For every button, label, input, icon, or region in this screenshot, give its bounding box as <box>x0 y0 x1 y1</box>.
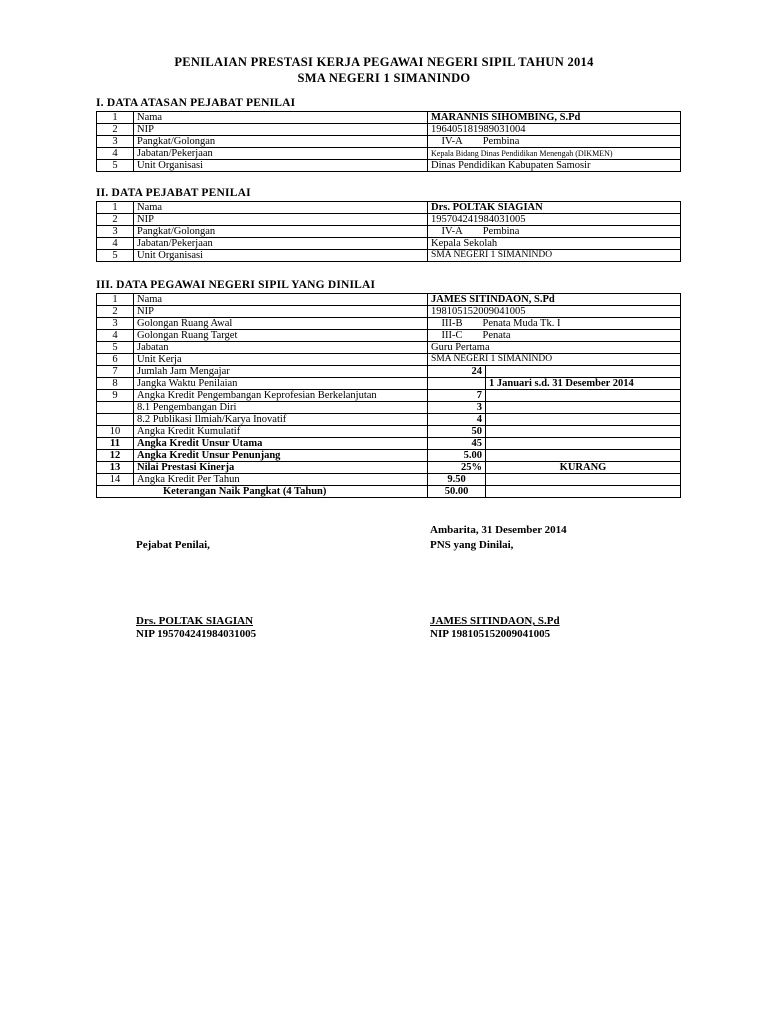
row-value-rank: Pembina <box>482 136 520 147</box>
row-label: Nama <box>134 112 428 124</box>
row-extra <box>486 366 681 378</box>
footer-value: 50.00 <box>428 486 486 498</box>
row-number: 11 <box>97 438 134 450</box>
right-signer-name: JAMES SITINDAON, S.Pd <box>430 615 560 627</box>
row-label: NIP <box>134 214 428 226</box>
row-label: Jabatan/Pekerjaan <box>134 148 428 160</box>
row-extra <box>486 450 681 462</box>
row-value: JAMES SITINDAON, S.Pd <box>428 294 681 306</box>
row-value <box>428 330 681 342</box>
row-number: 3 <box>97 226 134 238</box>
row-label: Jangka Waktu Penilaian <box>134 378 428 390</box>
row-value: Kepala Bidang Dinas Pendidikan Menengah (DIKMEN) <box>428 148 681 160</box>
row-extra <box>486 486 681 498</box>
table-row <box>97 450 681 462</box>
row-number: 3 <box>97 136 134 148</box>
table-row <box>97 366 681 378</box>
row-number: 14 <box>97 474 134 486</box>
row-value: 9.50 <box>428 474 486 486</box>
row-number: 2 <box>97 214 134 226</box>
row-extra <box>486 438 681 450</box>
row-number: 7 <box>97 366 134 378</box>
row-label: Angka Kredit Unsur Utama <box>134 438 428 450</box>
row-label: Nama <box>134 202 428 214</box>
row-extra <box>486 390 681 402</box>
row-number <box>97 414 134 426</box>
table-row <box>97 214 681 226</box>
row-value-rank: Pembina <box>482 226 520 237</box>
row-number: 5 <box>97 250 134 262</box>
row-label: Nilai Prestasi Kinerja <box>134 462 428 474</box>
row-extra <box>486 474 681 486</box>
row-number: 8 <box>97 378 134 390</box>
row-number <box>97 402 134 414</box>
row-label: Jabatan/Pekerjaan <box>134 238 428 250</box>
table-row <box>97 318 681 330</box>
section3-heading: III. DATA PEGAWAI NEGERI SIPIL YANG DINILAI <box>96 279 376 291</box>
row-value-grade: IV-A <box>441 226 463 237</box>
row-value: 7 <box>428 390 486 402</box>
section2-table <box>96 201 681 262</box>
row-value: SMA NEGERI 1 SIMANINDO <box>428 250 681 262</box>
row-value: Guru Pertama <box>428 342 681 354</box>
table-row <box>97 148 681 160</box>
table-row <box>97 390 681 402</box>
row-value: 24 <box>428 366 486 378</box>
table-row <box>97 462 681 474</box>
section2-heading: II. DATA PEJABAT PENILAI <box>96 187 251 199</box>
row-value: MARANNIS SIHOMBING, S.Pd <box>428 112 681 124</box>
row-value-rank: Penata <box>482 330 511 341</box>
table-row <box>97 124 681 136</box>
row-number: 10 <box>97 426 134 438</box>
table-row <box>97 474 681 486</box>
row-number: 13 <box>97 462 134 474</box>
footer-label: Keterangan Naik Pangkat (4 Tahun) <box>97 486 428 498</box>
row-value: 4 <box>428 414 486 426</box>
row-label: Angka Kredit Unsur Penunjang <box>134 450 428 462</box>
table-row <box>97 294 681 306</box>
row-label: Unit Kerja <box>134 354 428 366</box>
table-row <box>97 354 681 366</box>
row-number: 9 <box>97 390 134 402</box>
row-label: Unit Organisasi <box>134 160 428 172</box>
row-label: Angka Kredit Per Tahun <box>134 474 428 486</box>
row-number: 5 <box>97 160 134 172</box>
table-row <box>97 306 681 318</box>
section3-table <box>96 293 681 498</box>
row-value <box>428 226 681 238</box>
document-subtitle: SMA NEGERI 1 SIMANINDO <box>297 71 471 85</box>
left-signer-role: Pejabat Penilai, <box>136 539 210 551</box>
row-label: 8.1 Pengembangan Diri <box>134 402 428 414</box>
row-number: 1 <box>97 202 134 214</box>
row-extra <box>486 426 681 438</box>
row-label: NIP <box>134 306 428 318</box>
row-number: 12 <box>97 450 134 462</box>
table-row <box>97 438 681 450</box>
row-value: 3 <box>428 402 486 414</box>
table-row <box>97 250 681 262</box>
table-row <box>97 330 681 342</box>
table-row <box>97 136 681 148</box>
row-label: Golongan Ruang Target <box>134 330 428 342</box>
table-row <box>97 226 681 238</box>
row-extra <box>486 414 681 426</box>
row-number: 4 <box>97 238 134 250</box>
document-title: PENILAIAN PRESTASI KERJA PEGAWAI NEGERI SIPIL TAHUN 2014 <box>174 55 594 69</box>
performance-category: KURANG <box>486 462 681 474</box>
row-value-grade: III-B <box>441 318 463 329</box>
table-row <box>97 342 681 354</box>
row-number: 1 <box>97 112 134 124</box>
row-value: 195704241984031005 <box>428 214 681 226</box>
row-value: 25% <box>428 462 486 474</box>
row-label: 8.2 Publikasi Ilmiah/Karya Inovatif <box>134 414 428 426</box>
row-value: SMA NEGERI 1 SIMANINDO <box>428 354 681 366</box>
row-label: NIP <box>134 124 428 136</box>
row-value-spacer <box>428 378 486 390</box>
section1-heading: I. DATA ATASAN PEJABAT PENILAI <box>96 97 296 109</box>
row-value <box>428 318 681 330</box>
row-value: 198105152009041005 <box>428 306 681 318</box>
row-value: Kepala Sekolah <box>428 238 681 250</box>
row-number: 4 <box>97 148 134 160</box>
table-row <box>97 202 681 214</box>
right-signer-role: PNS yang Dinilai, <box>430 539 514 551</box>
row-value: 50 <box>428 426 486 438</box>
row-label: Pangkat/Golongan <box>134 226 428 238</box>
row-value-rank: Penata Muda Tk. I <box>482 318 561 329</box>
row-label: Jumlah Jam Mengajar <box>134 366 428 378</box>
row-number: 2 <box>97 306 134 318</box>
table-row <box>97 486 681 498</box>
row-label: Nama <box>134 294 428 306</box>
row-number: 1 <box>97 294 134 306</box>
row-label: Jabatan <box>134 342 428 354</box>
row-number: 4 <box>97 330 134 342</box>
row-value <box>428 136 681 148</box>
left-signer-name: Drs. POLTAK SIAGIAN <box>136 615 254 627</box>
table-row <box>97 402 681 414</box>
row-value: Dinas Pendidikan Kabupaten Samosir <box>428 160 681 172</box>
row-value: Drs. POLTAK SIAGIAN <box>428 202 681 214</box>
row-label: Pangkat/Golongan <box>134 136 428 148</box>
table-row <box>97 426 681 438</box>
place-date: Ambarita, 31 Desember 2014 <box>430 524 567 536</box>
right-signer-nip: NIP 198105152009041005 <box>430 628 551 640</box>
row-value: 5.00 <box>428 450 486 462</box>
table-row <box>97 378 681 390</box>
row-number: 5 <box>97 342 134 354</box>
row-value: 196405181989031004 <box>428 124 681 136</box>
row-label: Unit Organisasi <box>134 250 428 262</box>
row-number: 6 <box>97 354 134 366</box>
table-row <box>97 160 681 172</box>
table-row <box>97 112 681 124</box>
table-row <box>97 238 681 250</box>
row-label: Angka Kredit Kumulatif <box>134 426 428 438</box>
row-value-grade: IV-A <box>441 136 463 147</box>
row-label: Golongan Ruang Awal <box>134 318 428 330</box>
row-value: 45 <box>428 438 486 450</box>
row-label: Angka Kredit Pengembangan Keprofesian Berkelanjutan <box>134 390 428 402</box>
section1-table <box>96 111 681 172</box>
row-extra <box>486 402 681 414</box>
row-number: 2 <box>97 124 134 136</box>
row-value: 1 Januari s.d. 31 Desember 2014 <box>486 378 681 390</box>
row-number: 3 <box>97 318 134 330</box>
left-signer-nip: NIP 195704241984031005 <box>136 628 257 640</box>
table-row <box>97 414 681 426</box>
row-value-grade: III-C <box>441 330 463 341</box>
